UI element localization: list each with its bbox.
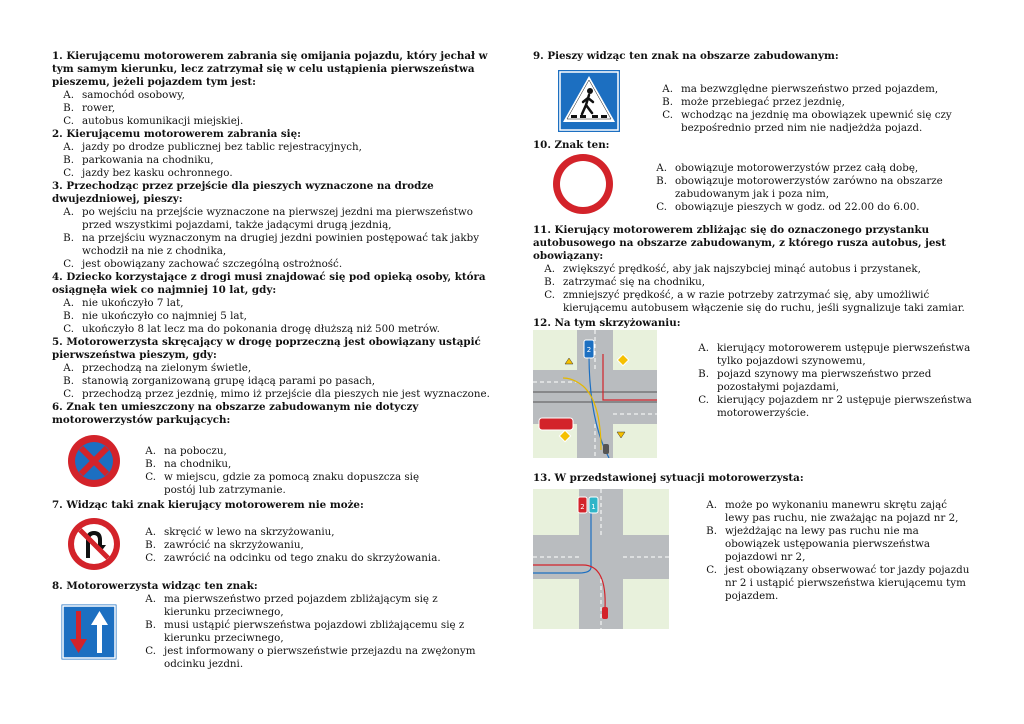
- answer-option[interactable]: A. na poboczu,: [145, 445, 227, 457]
- answer-option[interactable]: C. ukończyło 8 lat lecz ma do pokonania drogę dłuższą niż 500 metrów.: [63, 323, 440, 335]
- answer-option[interactable]: B. pojazd szynowy ma pierwszeństwo przed pozostałymi pojazdami,: [698, 368, 932, 393]
- question-title: 1. Kierującemu motorowerem zabrania się omijania pojazdu, który jechał w tym samym kierunku, lecz zatrzymał się w celu ustąpienia pierwszeństwa pieszemu, jeżeli pojazdem tym jest:: [52, 50, 488, 88]
- answer-option[interactable]: B. na przejściu wyznaczonym na drugiej jezdni powinien postępować tak jakby wchodził na nie z chodnika,: [63, 232, 480, 257]
- priority-arrows-icon: [60, 603, 118, 661]
- no-stopping-icon: [66, 433, 122, 489]
- priority-over-oncoming-sign: [60, 603, 120, 661]
- intersection-diagram-13: [533, 489, 669, 629]
- question-8: [52, 580, 492, 671]
- question-title: 13. W przedstawionej sytuacji motorowerzysta:: [533, 472, 804, 484]
- answer-option[interactable]: C. jest obowiązany zachować szczególną ostrożność.: [63, 258, 343, 270]
- no-u-turn-sign: [66, 516, 126, 572]
- answer-option[interactable]: B. na chodniku,: [145, 458, 232, 470]
- question-title: 12. Na tym skrzyżowaniu:: [533, 317, 681, 329]
- question-title: 3. Przechodząc przez przejście dla pieszych wyznaczone na drodze dwujezdniowej, pieszy:: [52, 180, 434, 205]
- answer-option[interactable]: B. parkowania na chodniku,: [63, 154, 214, 166]
- question-title: 2. Kierującemu motorowerem zabrania się:: [52, 128, 301, 140]
- question-title: 8. Motorowerzysta widząc ten znak:: [52, 580, 258, 592]
- question-13: [533, 472, 973, 629]
- answer-option[interactable]: A. może po wykonaniu manewru skrętu zająć lewy pas ruchu, nie zważając na pojazd nr 2,: [706, 499, 959, 524]
- moped-vehicle: [602, 607, 608, 619]
- question-11: [533, 224, 973, 315]
- question-3: [52, 180, 492, 271]
- question-title: 11. Kierujący motorowerem zbliżając się do oznaczonego przystanku autobusowego na obszarze zabudowanym, z którego rusza autobus, jest obowiązany:: [533, 224, 946, 262]
- tram-vehicle: [539, 418, 573, 430]
- question-9: [533, 50, 973, 135]
- answer-option[interactable]: A. po wejściu na przejście wyznaczone na pierwszej jezdni ma pierwszeństwo przed wszystkimi pojazdami, także jadącymi drugą jezdnią,: [63, 206, 473, 231]
- answer-option[interactable]: C. przechodzą przez jezdnię, mimo iż przejście dla pieszych nie jest wyznaczone.: [63, 388, 490, 400]
- no-u-turn-icon: [66, 516, 122, 572]
- answer-option[interactable]: C. obowiązuje pieszych w godz. od 22.00 do 6.00.: [656, 201, 920, 213]
- answer-option[interactable]: A. nie ukończyło 7 lat,: [63, 297, 184, 309]
- answer-option[interactable]: B. może przebiegać przez jezdnię,: [662, 96, 845, 108]
- question-6: [52, 401, 492, 497]
- answer-option[interactable]: B. wjeżdżając na lewy pas ruchu nie ma obowiązek ustępowania pierwszeństwa pojazdowi nr 2,: [706, 525, 931, 563]
- answer-option[interactable]: A. samochód osobowy,: [63, 89, 185, 101]
- question-7: [52, 499, 492, 572]
- answer-option[interactable]: B. musi ustąpić pierwszeństwa pojazdowi zbliżającemu się z kierunku przeciwnego,: [145, 619, 465, 644]
- moped-vehicle: [603, 444, 609, 454]
- intersection-tram-illustration: [533, 330, 657, 458]
- answer-option[interactable]: A. obowiązuje motorowerzystów przez całą dobę,: [656, 162, 919, 174]
- answer-option[interactable]: A. kierujący motorowerem ustępuje pierwszeństwa tylko pojazdowi szynowemu,: [698, 342, 971, 367]
- answer-option[interactable]: A. ma bezwzględne pierwszeństwo przed pojazdem,: [662, 83, 939, 95]
- answer-option[interactable]: A. zwiększyć prędkość, aby jak najszybciej minąć autobus i przystanek,: [544, 263, 921, 275]
- answer-option[interactable]: B. obowiązuje motorowerzystów zarówno na obszarze zabudowanym jak i poza nim,: [656, 175, 943, 200]
- question-5: [52, 336, 492, 401]
- question-10: [533, 139, 973, 216]
- answer-option[interactable]: C. kierujący pojazdem nr 2 ustępuje pierwszeństwa motorowerzyście.: [698, 394, 972, 419]
- question-12: [533, 317, 973, 458]
- vehicle-label-2: 2: [580, 503, 585, 511]
- answer-option[interactable]: B. nie ukończyło co najmniej 5 lat,: [63, 310, 247, 322]
- vehicle-label-2: 2: [586, 346, 592, 354]
- pedestrian-crossing-sign: [557, 69, 627, 133]
- answer-option[interactable]: C. jest obowiązany obserwować tor jazdy pojazdu nr 2 i ustąpić pierwszeństwa kierującemu tym pojazdem.: [706, 564, 970, 602]
- intersection-diagram-12: [533, 330, 657, 458]
- question-title: 6. Znak ten umieszczony na obszarze zabudowanym nie dotyczy motorowerzystów parkujących:: [52, 401, 419, 426]
- left-column: [52, 50, 492, 671]
- answer-option[interactable]: A. ma pierwszeństwo przed pojazdem zbliżającym się z kierunku przeciwnego,: [145, 593, 438, 618]
- right-column: [533, 50, 973, 629]
- question-title: 7. Widząc taki znak kierujący motorowerem nie może:: [52, 499, 364, 511]
- answer-option[interactable]: C. w miejscu, gdzie za pomocą znaku dopuszcza się postój lub zatrzymanie.: [145, 471, 420, 496]
- answer-option[interactable]: C. zmniejszyć prędkość, a w razie potrzeby zatrzymać się, aby umożliwić kierującemu autobusem włączenie się do ruchu, jeśli sygnalizuje taki zamiar.: [544, 289, 965, 314]
- question-title: 9. Pieszy widząc ten znak na obszarze zabudowanym:: [533, 50, 839, 62]
- intersection-turn-illustration: [533, 489, 669, 629]
- answer-option[interactable]: B. rower,: [63, 102, 116, 114]
- question-title: 5. Motorowerzysta skręcający w drogę poprzeczną jest obowiązany ustąpić pierwszeństwa pieszym, gdy:: [52, 336, 481, 361]
- answer-option[interactable]: B. zatrzymać się na chodniku,: [544, 276, 706, 288]
- question-title: 4. Dziecko korzystające z drogi musi znajdować się pod opieką osoby, która osiągnęła wiek co najmniej 10 lat, gdy:: [52, 271, 486, 296]
- answer-option[interactable]: B. stanowią zorganizowaną grupę idącą parami po pasach,: [63, 375, 376, 387]
- question-4: [52, 271, 492, 336]
- question-1: [52, 50, 492, 128]
- pedestrian-crossing-icon: [557, 69, 621, 133]
- answer-option[interactable]: A. przechodzą na zielonym świetle,: [63, 362, 252, 374]
- answer-option[interactable]: A. jazdy po drodze publicznej bez tablic rejestracyjnych,: [63, 141, 362, 153]
- answer-option[interactable]: C. autobus komunikacji miejskiej.: [63, 115, 244, 127]
- no-vehicles-sign: [551, 152, 641, 216]
- question-2: [52, 128, 492, 180]
- question-title: 10. Znak ten:: [533, 139, 610, 151]
- answer-option[interactable]: C. jazdy bez kasku ochronnego.: [63, 167, 233, 179]
- no-vehicles-icon: [551, 152, 615, 216]
- answer-option[interactable]: A. skręcić w lewo na skrzyżowaniu,: [145, 526, 335, 538]
- answer-option[interactable]: C. zawrócić na odcinku od tego znaku do skrzyżowania.: [145, 552, 441, 564]
- answer-option[interactable]: B. zawrócić na skrzyżowaniu,: [145, 539, 304, 551]
- no-stopping-sign: [66, 433, 126, 489]
- answer-option[interactable]: C. wchodząc na jezdnię ma obowiązek upewnić się czy bezpośrednio przed nim nie nadjeżdża pojazd.: [662, 109, 952, 134]
- vehicle-label-1: 1: [591, 503, 596, 511]
- answer-option[interactable]: C. jest informowany o pierwszeństwie przejazdu na zwężonym odcinku jezdni.: [145, 645, 476, 670]
